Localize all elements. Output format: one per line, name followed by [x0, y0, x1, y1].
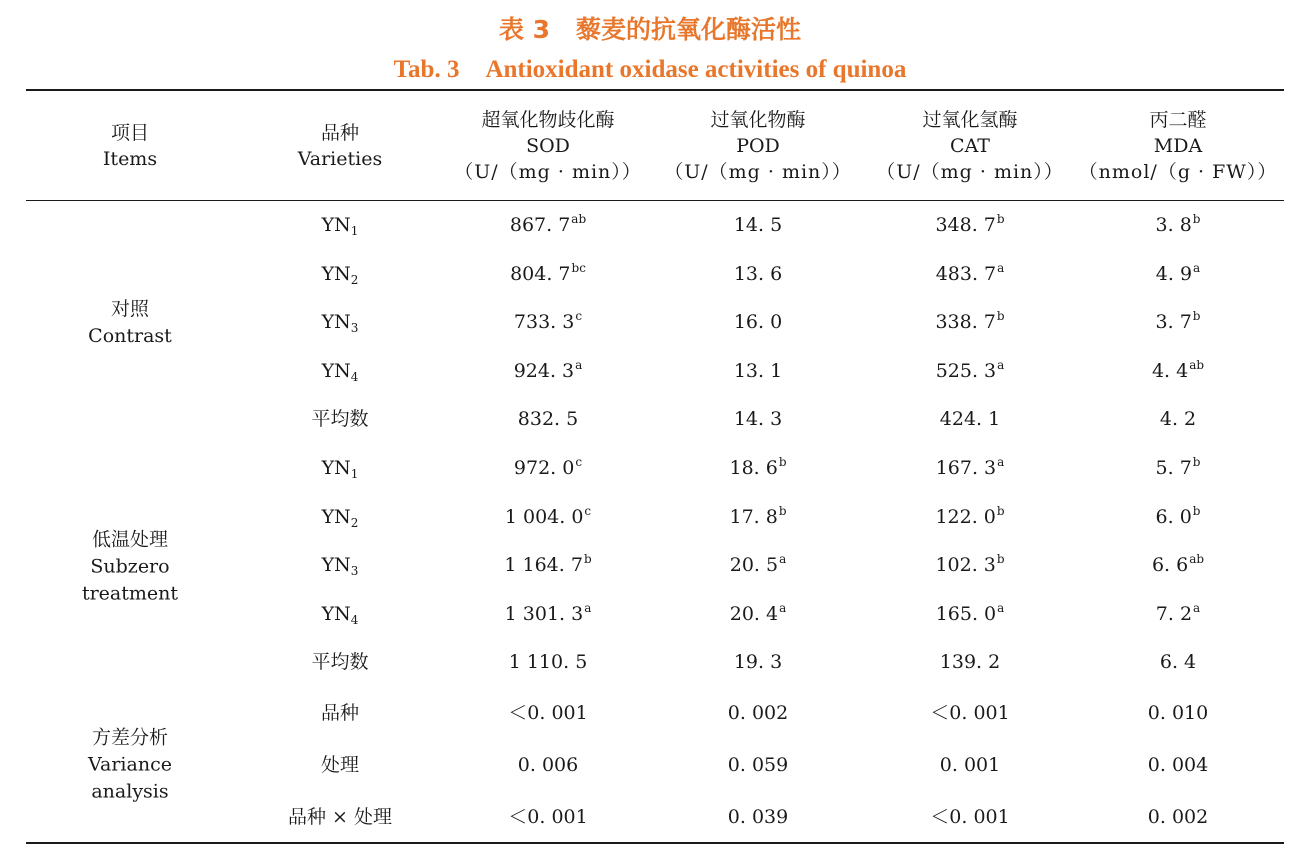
table-cell-value — [728, 804, 788, 830]
table-cell-value — [1160, 406, 1196, 432]
table-label-en: Tab. 3 — [393, 56, 460, 83]
variety-text: 品种 × 处理 — [288, 806, 392, 828]
table-row-variety — [322, 455, 359, 481]
cell-value: 3. 8 — [1155, 214, 1192, 236]
table-cell-value — [518, 752, 578, 778]
cell-value: 7. 2 — [1155, 602, 1193, 625]
table-cell-value — [514, 358, 583, 384]
significance-letter: b — [1192, 309, 1201, 324]
table-row-variety — [322, 552, 359, 578]
column-header-en: Varieties — [297, 148, 383, 170]
table-cell-value — [930, 804, 1009, 830]
table-cell-value — [730, 552, 787, 578]
cell-value: 0. 059 — [727, 754, 789, 776]
table-cell-value — [508, 700, 587, 726]
cell-value: 1 164. 7 — [504, 554, 583, 577]
cell-value: 18. 6 — [729, 457, 778, 479]
table-cell-value — [930, 700, 1009, 726]
variety-text: YN — [321, 311, 351, 334]
cell-value: 0. 006 — [517, 754, 579, 776]
cell-value: 122. 0 — [935, 505, 996, 528]
column-header-en: Items — [102, 148, 158, 170]
significance-letter: b — [996, 552, 1005, 567]
significance-letter: bc — [571, 260, 586, 275]
table-cell-value — [935, 309, 1004, 335]
cell-value: 14. 5 — [733, 214, 783, 236]
significance-letter: c — [584, 503, 592, 518]
cell-value: 139. 2 — [939, 651, 1001, 674]
significance-letter: b — [1192, 455, 1201, 469]
group-label-cn: 对照 — [110, 298, 149, 320]
table-row-variety — [322, 504, 359, 530]
table-title-en-text: Antioxidant oxidase activities of quinoa — [485, 56, 907, 83]
table-cell-value — [734, 649, 782, 675]
column-header-cn: 项目 — [110, 122, 149, 144]
cell-value: 1 110. 5 — [508, 651, 588, 674]
significance-letter: ab — [1189, 552, 1205, 567]
table-cell-value — [734, 212, 782, 238]
column-header-unit: （U/（mg · min）） — [664, 161, 852, 183]
significance-letter: a — [779, 600, 787, 615]
cell-value: 167. 3 — [935, 457, 997, 479]
column-header-cn: 过氧化物酶 — [710, 109, 806, 131]
significance-letter: a — [997, 357, 1005, 372]
cell-value: 4. 9 — [1155, 262, 1193, 285]
table-cell-value — [1156, 261, 1200, 287]
cell-value: 867. 7 — [509, 214, 571, 236]
table-cell-value — [936, 261, 1005, 287]
cell-value: ＜0. 001 — [508, 806, 588, 828]
table-cell-value — [1156, 309, 1201, 335]
cell-value: 525. 3 — [935, 359, 997, 382]
table-cell-value — [518, 406, 578, 432]
table-cell-value — [734, 358, 782, 384]
significance-letter: ab — [571, 212, 587, 226]
variety-subscript: 2 — [350, 272, 359, 287]
table-row-variety — [322, 212, 359, 238]
table-row-variety — [311, 406, 368, 432]
cell-value: ＜0. 001 — [930, 806, 1010, 828]
table-row-variety — [321, 752, 359, 778]
cell-value: 5. 7 — [1155, 457, 1192, 479]
table-cell-value — [514, 455, 582, 481]
table-cell-value — [1148, 752, 1208, 778]
cell-value: 0. 004 — [1147, 754, 1209, 776]
group-label — [88, 296, 172, 350]
cell-value: 804. 7 — [510, 262, 571, 285]
variety-text: 品种 — [320, 702, 360, 724]
table-cell-value — [935, 212, 1004, 238]
table-cell-value — [510, 212, 586, 238]
significance-letter: a — [584, 600, 592, 615]
table-cell-value — [1152, 552, 1204, 578]
variety-text: YN — [321, 505, 351, 528]
table-row-variety — [322, 358, 359, 384]
variety-subscript: 4 — [350, 369, 359, 384]
column-header-cn: 丙二醛 — [1149, 109, 1207, 131]
cell-value: 4. 2 — [1159, 408, 1197, 431]
column-header-unit: （U/（mg · min）） — [876, 161, 1064, 183]
table-row-variety — [311, 649, 368, 675]
cell-value: ＜0. 001 — [930, 702, 1010, 724]
column-header — [1079, 107, 1278, 185]
cell-value: 20. 4 — [729, 602, 779, 625]
table-row-variety — [322, 309, 359, 335]
table-cell-value — [734, 406, 782, 432]
cell-value: 483. 7 — [935, 262, 997, 285]
table-cell-value — [510, 261, 586, 287]
group-label — [82, 527, 178, 608]
variety-text: YN — [321, 214, 351, 236]
cell-value: 424. 1 — [939, 408, 1001, 431]
cell-value: 165. 0 — [935, 602, 997, 625]
variety-text: YN — [321, 359, 351, 382]
cell-value: 832. 5 — [517, 408, 579, 431]
column-header-en: CAT — [950, 135, 990, 157]
column-header — [298, 120, 382, 172]
table-cell-value — [729, 504, 786, 530]
table-cell-value — [505, 504, 591, 530]
table-cell-value — [940, 752, 1000, 778]
table-cell-value — [514, 309, 582, 335]
table-cell-value — [1156, 601, 1200, 627]
table-cell-value — [940, 406, 1000, 432]
table-cell-value — [728, 752, 788, 778]
group-label-en: analysis — [91, 780, 169, 803]
table-cell-value — [508, 804, 587, 830]
significance-letter: c — [575, 455, 583, 469]
cell-value: 17. 8 — [729, 505, 778, 528]
table-cell-value — [504, 552, 591, 578]
variety-text: 平均数 — [311, 651, 369, 674]
significance-letter: b — [996, 212, 1005, 226]
significance-letter: b — [778, 503, 787, 518]
group-label-en: Variance — [88, 753, 172, 776]
table-cell-value — [1160, 649, 1196, 675]
variety-subscript: 3 — [350, 564, 359, 579]
table-title-cn-text: 藜麦的抗氧化酶活性 — [576, 15, 802, 44]
table-cell-value — [505, 601, 592, 627]
column-header-cn: 品种 — [320, 122, 360, 144]
cell-value: 733. 3 — [513, 311, 575, 334]
table-cell-value — [935, 504, 1004, 530]
group-label-en: Contrast — [88, 325, 172, 347]
table-row-variety — [322, 601, 359, 627]
significance-letter: a — [1193, 260, 1201, 275]
significance-letter: b — [996, 309, 1005, 324]
table-row-variety — [288, 804, 392, 830]
cell-value: 6. 0 — [1155, 505, 1192, 528]
group-label-en: treatment — [81, 582, 179, 605]
group-label — [88, 725, 172, 806]
column-header-cn: 超氧化物歧化酶 — [481, 109, 615, 131]
table-label-cn: 表 3 — [498, 15, 551, 44]
significance-letter: b — [996, 503, 1005, 518]
cell-value: 972. 0 — [513, 457, 575, 479]
variety-text: 处理 — [320, 754, 360, 776]
table-cell-value — [936, 601, 1005, 627]
table-cell-value — [509, 649, 588, 675]
table-row-variety — [321, 700, 359, 726]
significance-letter: b — [1192, 212, 1201, 226]
cell-value: 1 004. 0 — [504, 505, 584, 528]
significance-letter: a — [779, 552, 787, 567]
variety-subscript: 3 — [350, 321, 359, 336]
table-cell-value — [936, 455, 1005, 481]
cell-value: 3. 7 — [1155, 311, 1192, 334]
table-row-variety — [322, 261, 359, 287]
column-header — [876, 107, 1064, 185]
table-title-cn — [0, 10, 1300, 46]
table-cell-value — [1156, 504, 1201, 530]
significance-letter: a — [997, 600, 1005, 615]
table-cell-value — [730, 601, 787, 627]
column-header-unit: （U/（mg · min）） — [454, 161, 642, 183]
table-bottom-rule — [26, 842, 1284, 844]
cell-value: 13. 6 — [733, 262, 783, 285]
cell-value: 338. 7 — [935, 311, 996, 334]
cell-value: 20. 5 — [729, 554, 779, 577]
significance-letter: b — [1192, 503, 1201, 518]
table-cell-value — [935, 552, 1004, 578]
significance-letter: ab — [1189, 357, 1205, 372]
variety-subscript: 1 — [350, 467, 359, 481]
significance-letter: b — [778, 455, 787, 469]
cell-value: 0. 039 — [727, 806, 789, 828]
table-cell-value — [1152, 358, 1204, 384]
variety-text: YN — [321, 602, 351, 625]
table-title-en — [0, 56, 1300, 84]
column-header — [664, 107, 852, 185]
cell-value: 16. 0 — [733, 311, 783, 334]
cell-value: 6. 6 — [1151, 554, 1189, 577]
cell-value: 14. 3 — [733, 408, 783, 431]
variety-text: YN — [321, 262, 351, 285]
significance-letter: a — [1193, 600, 1201, 615]
table-cell-value — [1156, 212, 1201, 238]
column-header-en: POD — [736, 135, 780, 157]
cell-value: ＜0. 001 — [508, 702, 588, 724]
column-header-cn: 过氧化氢酶 — [922, 109, 1018, 131]
table-cell-value — [734, 261, 782, 287]
group-label-en: Subzero — [90, 555, 170, 578]
cell-value: 0. 001 — [939, 754, 1001, 776]
table-cell-value — [729, 455, 786, 481]
group-label-cn: 方差分析 — [91, 726, 169, 749]
column-header-en: SOD — [526, 135, 570, 157]
table-cell-value — [936, 358, 1005, 384]
variety-subscript: 2 — [350, 515, 359, 530]
variety-subscript: 4 — [350, 612, 359, 627]
column-header — [103, 120, 157, 172]
cell-value: 924. 3 — [513, 359, 575, 382]
cell-value: 0. 002 — [727, 702, 789, 724]
table-cell-value — [1148, 804, 1208, 830]
table-cell-value — [940, 649, 1000, 675]
cell-value: 102. 3 — [935, 554, 996, 577]
group-label-cn: 低温处理 — [91, 528, 168, 551]
significance-letter: b — [583, 552, 592, 567]
cell-value: 1 301. 3 — [504, 602, 584, 625]
variety-text: 平均数 — [311, 408, 369, 431]
cell-value: 348. 7 — [935, 214, 996, 236]
table-header-rule — [26, 200, 1284, 201]
significance-letter: a — [575, 357, 583, 372]
table-cell-value — [1156, 455, 1201, 481]
column-header-en: MDA — [1153, 135, 1203, 157]
table-cell-value — [734, 309, 782, 335]
cell-value: 19. 3 — [733, 651, 783, 674]
significance-letter: a — [997, 455, 1005, 469]
column-header-unit: （nmol/（g · FW）） — [1078, 161, 1278, 183]
cell-value: 6. 4 — [1159, 651, 1197, 674]
table-cell-value — [728, 700, 788, 726]
cell-value: 0. 002 — [1147, 806, 1209, 828]
variety-text: YN — [321, 554, 351, 577]
significance-letter: c — [575, 309, 583, 324]
variety-subscript: 1 — [350, 224, 359, 238]
cell-value: 4. 4 — [1151, 359, 1189, 382]
column-header — [454, 107, 642, 185]
significance-letter: a — [997, 260, 1005, 275]
cell-value: 13. 1 — [733, 359, 783, 382]
cell-value: 0. 010 — [1147, 702, 1209, 724]
table-cell-value — [1148, 700, 1208, 726]
table-top-rule — [26, 89, 1284, 91]
variety-text: YN — [321, 457, 351, 479]
